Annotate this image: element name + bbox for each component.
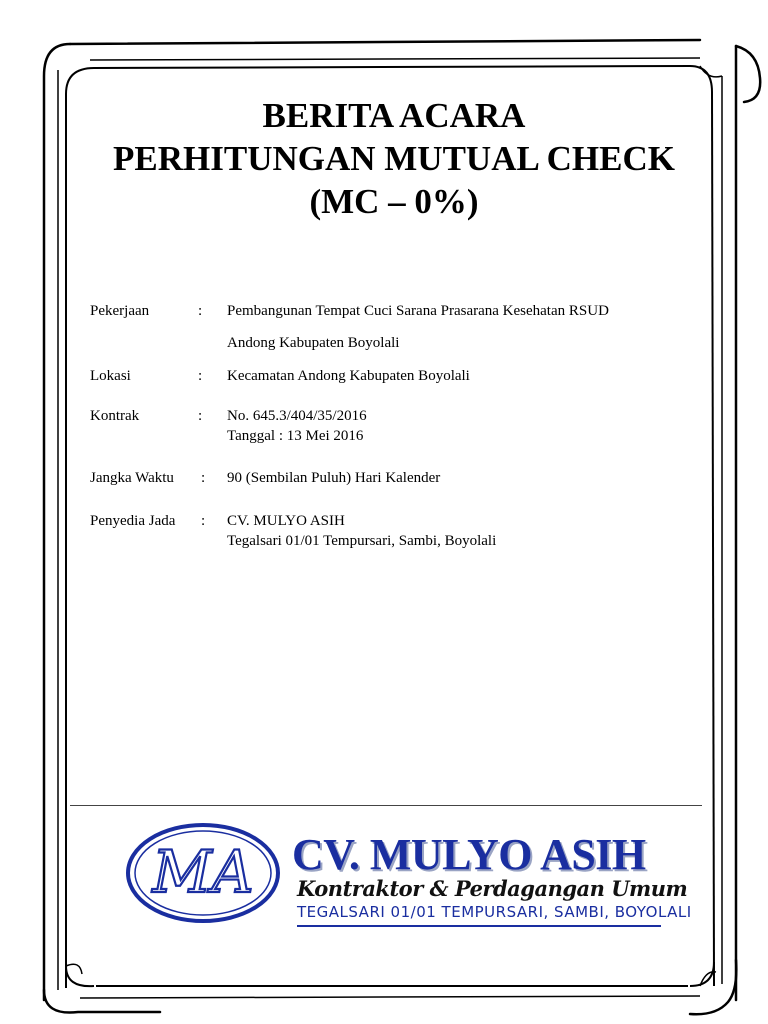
field-value-line-1: No. 645.3/404/35/2016	[227, 408, 367, 424]
logo-monogram: MA	[152, 838, 254, 906]
field-colon: :	[198, 368, 203, 384]
letterhead-underline	[297, 925, 661, 927]
field-colon: :	[201, 513, 206, 529]
field-label: Penyedia Jada	[90, 513, 176, 529]
field-label: Kontrak	[90, 408, 140, 424]
field-value: 90 (Sembilan Puluh) Hari Kalender	[227, 470, 441, 486]
field-value-line-2: Tanggal : 13 Mei 2016	[227, 428, 364, 444]
field-value-line-2: Tegalsari 01/01 Tempursari, Sambi, Boyolali	[227, 533, 497, 549]
field-colon: :	[198, 408, 203, 424]
field-value-line-1: CV. MULYO ASIH	[227, 513, 345, 529]
field-label: Jangka Waktu	[90, 470, 174, 486]
field-label: Pekerjaan	[90, 303, 150, 319]
letterhead-separator	[70, 805, 702, 806]
field-value: Kecamatan Andong Kabupaten Boyolali	[227, 368, 470, 384]
company-tagline: Kontraktor & Perdagangan Umum	[297, 876, 688, 901]
company-address: TEGALSARI 01/01 TEMPURSARI, SAMBI, BOYOLALI	[297, 903, 692, 921]
field-colon: :	[201, 470, 206, 486]
field-colon: :	[198, 303, 203, 319]
title-line-1: BERITA ACARA	[262, 96, 526, 135]
document-title	[0, 94, 768, 223]
field-label: Lokasi	[90, 368, 131, 384]
company-name: CV. MULYO ASIH	[292, 830, 646, 879]
company-logo	[124, 820, 282, 926]
field-value-line-1: Pembangunan Tempat Cuci Sarana Prasarana Kesehatan RSUD	[227, 303, 609, 319]
title-line-3: (MC – 0%)	[309, 182, 479, 221]
title-line-2: PERHITUNGAN MUTUAL CHECK	[113, 139, 675, 178]
field-value-line-2: Andong Kabupaten Boyolali	[227, 335, 400, 351]
